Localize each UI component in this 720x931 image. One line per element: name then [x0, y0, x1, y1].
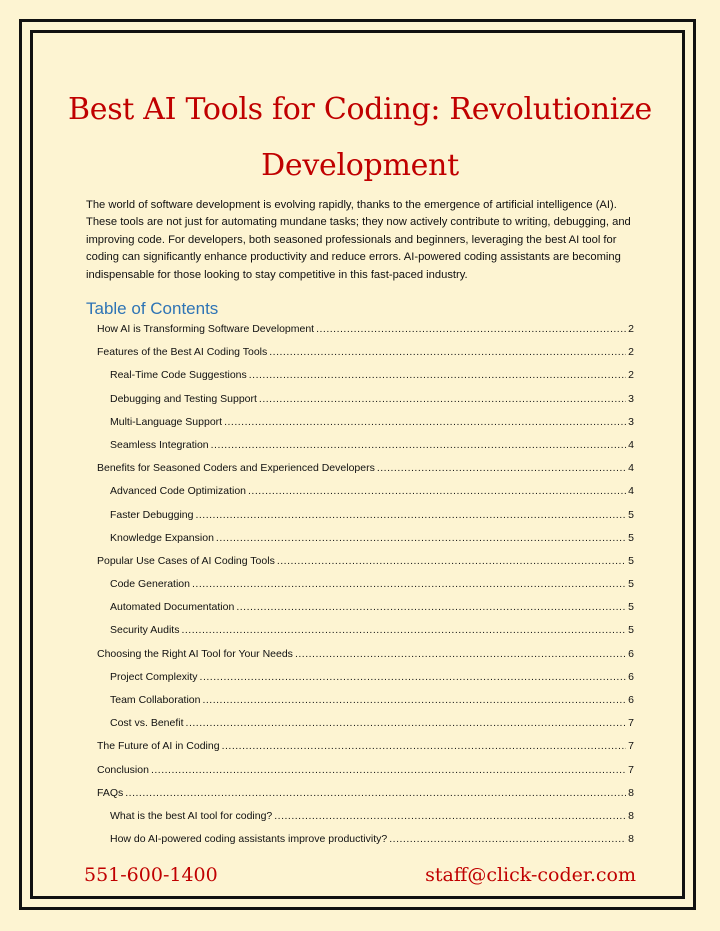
- toc-leader-dots: [295, 643, 626, 666]
- toc-entry[interactable]: [97, 457, 634, 480]
- toc-leader-dots: [151, 759, 626, 782]
- toc-entry-title: Conclusion: [97, 763, 149, 776]
- toc-leader-dots: [274, 805, 626, 828]
- toc-entry[interactable]: [97, 480, 634, 503]
- toc-entry-page: 8: [628, 833, 634, 846]
- toc-entry-title: Popular Use Cases of AI Coding Tools: [97, 554, 275, 567]
- toc-leader-dots: [277, 550, 626, 573]
- toc-entry[interactable]: [97, 805, 634, 828]
- toc-leader-dots: [222, 735, 627, 758]
- toc-entry[interactable]: [97, 689, 634, 712]
- footer-phone[interactable]: 551-600-1400: [84, 864, 218, 886]
- toc-heading: Table of Contents: [86, 299, 219, 318]
- toc-entry-title: Benefits for Seasoned Coders and Experienced Developers: [97, 462, 375, 475]
- toc-entry-page: 5: [628, 601, 634, 614]
- toc-entry-page: 4: [628, 462, 634, 475]
- toc-entry-page: 6: [628, 647, 634, 660]
- toc-leader-dots: [224, 411, 626, 434]
- toc-entry-page: 5: [628, 531, 634, 544]
- toc-entry-page: 4: [628, 485, 634, 498]
- toc-entry-title: Knowledge Expansion: [110, 531, 214, 544]
- toc-entry[interactable]: [97, 619, 634, 642]
- toc-entry[interactable]: [97, 411, 634, 434]
- toc-entry[interactable]: [97, 573, 634, 596]
- toc-entry-page: 5: [628, 624, 634, 637]
- toc-entry-title: Automated Documentation: [110, 601, 235, 614]
- toc-entry[interactable]: [97, 341, 634, 364]
- toc-entry-title: What is the best AI tool for coding?: [110, 809, 273, 822]
- toc-entry-title: Choosing the Right AI Tool for Your Needs: [97, 647, 293, 660]
- toc-entry-title: How do AI-powered coding assistants improve productivity?: [110, 833, 388, 846]
- toc-entry[interactable]: [97, 434, 634, 457]
- toc-leader-dots: [236, 596, 626, 619]
- toc-entry[interactable]: [97, 712, 634, 735]
- footer-email[interactable]: staff@click-coder.com: [425, 864, 636, 886]
- toc-entry[interactable]: [97, 527, 634, 550]
- toc-entry[interactable]: [97, 782, 634, 805]
- toc-entry-title: Cost vs. Benefit: [110, 717, 184, 730]
- toc-leader-dots: [377, 457, 626, 480]
- toc-entry-title: Seamless Integration: [110, 438, 209, 451]
- toc-entry-title: Advanced Code Optimization: [110, 485, 246, 498]
- toc-entry-page: 6: [628, 694, 634, 706]
- page-title: Best AI Tools for Coding: Revolutionize Development: [68, 92, 652, 183]
- toc-entry[interactable]: [97, 828, 634, 851]
- toc-entry-title: Project Complexity: [110, 670, 198, 683]
- toc-leader-dots: [192, 573, 626, 596]
- toc-entry-page: 8: [628, 809, 634, 822]
- toc-leader-dots: [248, 480, 626, 503]
- toc-entry-page: 5: [628, 554, 634, 567]
- toc-entry[interactable]: [97, 666, 634, 689]
- toc-entry-title: Multi-Language Support: [110, 415, 223, 428]
- toc-entry-title: Security Audits: [110, 624, 180, 637]
- toc-leader-dots: [186, 712, 627, 735]
- toc-entry-page: 3: [628, 392, 634, 405]
- toc-entry-page: 6: [628, 670, 634, 683]
- toc-entry-page: 5: [628, 508, 634, 521]
- toc-entry[interactable]: [97, 364, 634, 387]
- toc-entry-page: 7: [628, 740, 634, 753]
- toc-entry-title: Team Collaboration: [110, 694, 201, 706]
- toc-entry[interactable]: [97, 318, 634, 341]
- toc-entry-title: Real-Time Code Suggestions: [110, 369, 247, 382]
- toc-entry-page: 2: [628, 369, 634, 382]
- toc-entry-page: 3: [628, 415, 634, 428]
- toc-leader-dots: [316, 318, 626, 341]
- toc-entry-page: 2: [628, 346, 634, 359]
- toc-entry[interactable]: [97, 735, 634, 758]
- toc-leader-dots: [202, 689, 626, 712]
- toc-leader-dots: [269, 341, 626, 364]
- toc-entry-title: FAQs: [97, 786, 124, 799]
- toc-entry-title: How AI is Transforming Software Development: [97, 323, 315, 335]
- toc-entry-page: 7: [628, 717, 634, 730]
- toc-entry[interactable]: [97, 550, 634, 573]
- toc-leader-dots: [200, 666, 627, 689]
- table-of-contents: [97, 318, 634, 851]
- toc-entry[interactable]: [97, 504, 634, 527]
- intro-paragraph: The world of software development is evolving rapidly, thanks to the emergence of artificial intelligence (AI). These tools are not just for automating mundane tasks; they now actively contribute to writing, debugging, and improving code. For developers, both seasoned professionals and beginners, leveraging the best AI tool for coding can significantly enhance productivity and reduce errors. AI-powered coding assistants are becoming indispensable for those looking to stay competitive in this fast-paced industry.: [86, 199, 631, 281]
- toc-entry[interactable]: [97, 643, 634, 666]
- footer: [84, 864, 636, 886]
- toc-entry-page: 4: [628, 438, 634, 451]
- toc-leader-dots: [389, 828, 626, 851]
- toc-leader-dots: [249, 364, 626, 387]
- toc-entry-title: The Future of AI in Coding: [97, 740, 220, 753]
- toc-leader-dots: [216, 527, 626, 550]
- toc-entry-page: 7: [628, 763, 634, 776]
- toc-leader-dots: [125, 782, 626, 805]
- toc-entry-title: Features of the Best AI Coding Tools: [97, 346, 268, 359]
- toc-entry-title: Code Generation: [110, 578, 190, 591]
- toc-leader-dots: [181, 619, 626, 642]
- toc-entry[interactable]: [97, 759, 634, 782]
- toc-entry-page: 5: [628, 578, 634, 591]
- toc-leader-dots: [195, 504, 626, 527]
- toc-entry-title: Faster Debugging: [110, 508, 194, 521]
- toc-entry[interactable]: [97, 388, 634, 411]
- toc-leader-dots: [211, 434, 627, 457]
- toc-leader-dots: [259, 388, 626, 411]
- toc-entry-page: 2: [628, 323, 634, 335]
- toc-entry-page: 8: [628, 786, 634, 799]
- toc-entry[interactable]: [97, 596, 634, 619]
- toc-entry-title: Debugging and Testing Support: [110, 392, 257, 405]
